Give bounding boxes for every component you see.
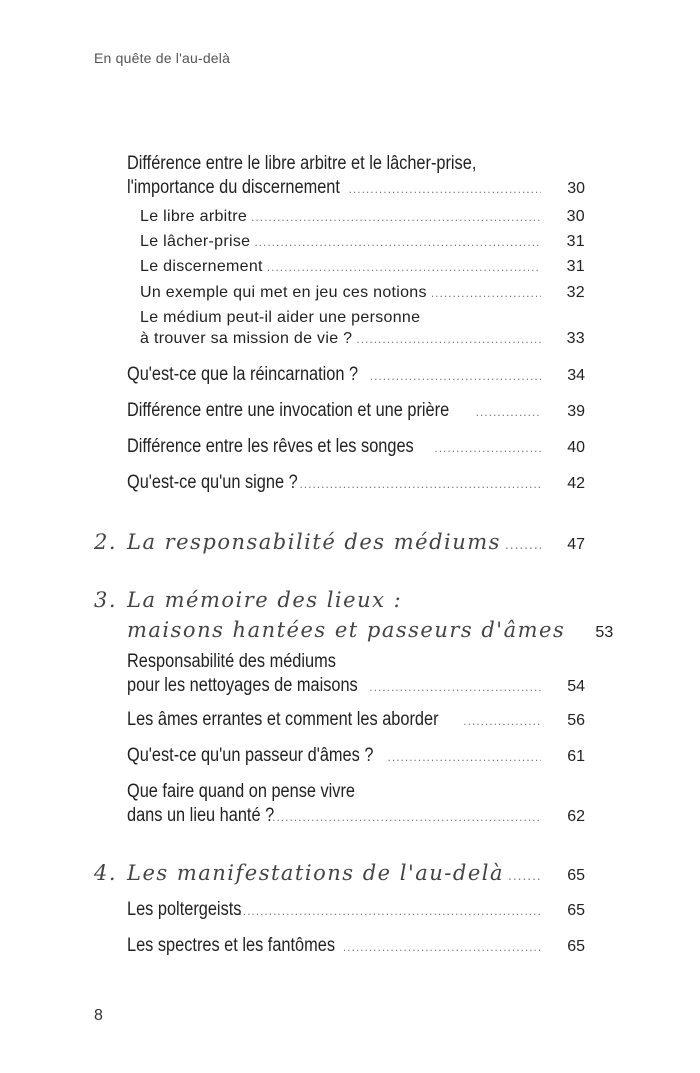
toc-subentry-title: Un exemple qui met en jeu ces notions [140, 284, 427, 301]
toc-entry-title: Différence entre une invocation et une prière [127, 400, 450, 421]
toc-entry[interactable] [127, 399, 585, 424]
leader-dots [343, 935, 541, 959]
leader-dots [508, 861, 541, 891]
toc-subentry-title-line2: à trouver sa mission de vie ? [140, 330, 353, 347]
toc-entry[interactable] [127, 435, 585, 460]
chapter-title: Les manifestations de l'au-delà [127, 861, 504, 885]
toc-entry[interactable] [127, 363, 585, 388]
leader-dots [431, 283, 541, 304]
leader-dots [349, 177, 541, 201]
chapter-title-line2: maisons hantées et passeurs d'âmes [127, 618, 566, 642]
toc-entry[interactable] [127, 780, 585, 829]
toc-entry[interactable] [127, 152, 585, 201]
toc-subentry-title: Le libre arbitre [140, 208, 248, 225]
toc-page-number: 56 [567, 712, 585, 729]
leader-dots [251, 207, 541, 228]
toc-chapter[interactable] [94, 585, 614, 648]
toc-page-number: 30 [567, 180, 585, 197]
leader-dots [434, 436, 541, 460]
toc-subentry[interactable] [140, 282, 585, 304]
toc-entry-title: Qu'est-ce que la réincarnation ? [127, 364, 359, 385]
leader-dots [369, 675, 541, 699]
toc-page-number: 34 [567, 367, 585, 384]
toc-subentry[interactable] [140, 206, 585, 228]
toc-page-number: 32 [566, 284, 585, 301]
toc-subentry[interactable] [140, 307, 585, 350]
toc-page-number: 33 [566, 330, 585, 347]
toc-page-number: 65 [567, 938, 585, 955]
toc-entry[interactable] [127, 744, 585, 769]
toc-entry[interactable] [127, 934, 585, 959]
leader-dots [267, 257, 541, 278]
toc-entry-title-line1: Différence entre le libre arbitre et le lâcher-prise, [127, 153, 477, 174]
toc-entry-title: Qu'est-ce qu'un passeur d'âmes ? [127, 745, 374, 766]
toc-entry-title-line1: Responsabilité des médiums [127, 651, 336, 672]
chapter-title-line1: La mémoire des lieux : [127, 588, 403, 612]
toc-entry-title-line1: Que faire quand on pense vivre [127, 781, 356, 802]
leader-dots [388, 745, 541, 769]
toc-subentry-title: Le lâcher-prise [140, 233, 251, 250]
chapter-number: 3. [94, 588, 118, 612]
toc-page-number: 61 [567, 748, 585, 765]
toc-entry-title: Les poltergeists [127, 899, 242, 920]
toc-entry-title-line2: l'importance du discernement [127, 177, 340, 198]
toc-entry-title: Différence entre les rêves et les songes [127, 436, 414, 457]
leader-dots [234, 899, 541, 923]
chapter-title: La responsabilité des médiums [127, 530, 501, 554]
toc-entry-title: Qu'est-ce qu'un signe ? [127, 472, 298, 493]
leader-dots [356, 329, 541, 350]
page-number: 8 [94, 1007, 103, 1024]
toc-page-number: 40 [567, 439, 585, 456]
toc-page-number: 47 [567, 536, 585, 553]
toc-entry-title-line2: dans un lieu hanté ? [127, 805, 275, 826]
toc-page-number: 65 [567, 867, 585, 884]
toc-entry[interactable] [127, 471, 585, 496]
toc-entry[interactable] [127, 708, 585, 733]
leader-dots [272, 805, 541, 829]
chapter-number: 4. [94, 861, 118, 885]
running-head: En quête de l'au-delà [94, 50, 231, 66]
chapter-number: 2. [94, 530, 118, 554]
toc-page-number: 42 [567, 475, 585, 492]
toc-page-number: 65 [567, 902, 585, 919]
leader-dots [505, 530, 541, 560]
toc-chapter[interactable] [94, 858, 585, 891]
toc-entry-title: Les spectres et les fantômes [127, 935, 335, 956]
toc-page-number: 31 [566, 233, 585, 250]
toc-page-number: 30 [566, 208, 585, 225]
toc-page-number: 62 [567, 808, 585, 825]
toc-chapter[interactable] [94, 527, 585, 560]
toc-entry[interactable] [127, 898, 585, 923]
leader-dots [370, 364, 541, 388]
leader-dots [476, 400, 541, 424]
leader-dots [254, 232, 541, 253]
toc-subentry-title-line1: Le médium peut-il aider une personne [140, 309, 421, 326]
toc-subentry-title: Le discernement [140, 258, 263, 275]
toc-subentry[interactable] [140, 231, 585, 253]
leader-dots [299, 472, 541, 496]
toc-page-number: 31 [566, 258, 585, 275]
leader-dots [463, 709, 541, 733]
toc-entry-title-line2: pour les nettoyages de maisons [127, 675, 358, 696]
toc-entry[interactable] [127, 650, 585, 699]
toc-page-number: 54 [567, 678, 585, 695]
toc-entry-title: Les âmes errantes et comment les aborder [127, 709, 439, 730]
toc-subentry[interactable] [140, 256, 585, 278]
toc-page-number: 53 [595, 624, 614, 641]
toc-page-number: 39 [567, 403, 585, 420]
